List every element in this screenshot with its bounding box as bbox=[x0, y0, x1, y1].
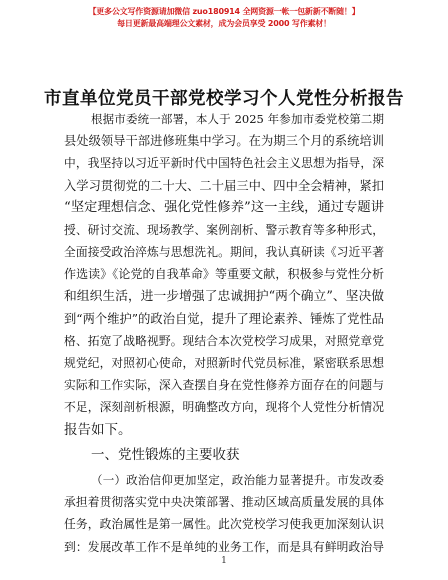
paragraph-intro bbox=[64, 108, 384, 441]
body-line: 中，我坚持以习近平新时代中国特色社会主义思想为指导，深 bbox=[64, 156, 384, 171]
body-line: 任务，政治属性是第一属性。此次党校学习使我更加深刻认识 bbox=[64, 517, 384, 532]
body-line: 根据市委统一部署，本人于 2025 年参加市委党校第二期 bbox=[91, 112, 384, 126]
body-line: 到“两个维护”的政治自觉，提升了理论素养、锤炼了党性品 bbox=[64, 311, 384, 326]
page-number: 1 bbox=[221, 556, 227, 566]
body-line: 授、研讨交流、现场教学、案例剖析、警示教育等多种形式， bbox=[64, 222, 384, 237]
promo-banner-line-1: 【更多公文写作资源请加微信 zuo180914 全网资源一帐一包新新不断随！】 bbox=[88, 7, 360, 16]
body-line: 报告如下。 bbox=[64, 421, 132, 438]
body-line: “坚定理想信念、强化党性修养”这一主线，通过专题讲 bbox=[64, 199, 384, 215]
section-heading: 一、党性锻炼的主要收获 bbox=[91, 446, 240, 463]
body-line: 规党纪，对照初心使命，对照新时代党员标准，紧密联系思想 bbox=[64, 356, 384, 371]
body-line: 实际和工作实际，深入查摆自身在党性修养方面存在的问题与 bbox=[64, 378, 384, 393]
body-line: 承担着贯彻落实党中央决策部署、推动区域高质量发展的具体 bbox=[64, 495, 384, 510]
paragraph-gains bbox=[64, 469, 384, 558]
document-body bbox=[64, 108, 384, 558]
body-line: 和组织生活，进一步增强了忠诚拥护“两个确立”、坚决做 bbox=[64, 288, 384, 304]
body-line: 县处级领导干部进修班集中学习。在为期三个月的系统培训 bbox=[64, 134, 384, 149]
body-line: （一）政治信仰更加坚定，政治能力显著提升。市发改委 bbox=[91, 473, 384, 487]
body-line: 到：发展改革工作不是单纯的业务工作，而是具有鲜明政治导 bbox=[64, 539, 384, 554]
document-title: 市直单位党员干部党校学习个人党性分析报告 bbox=[44, 89, 404, 109]
promo-banner-line-2: 每日更新最高端理公文素材，成为会员享受 2000 写作素材！ bbox=[117, 19, 331, 28]
body-line: 全面接受政治淬炼与思想洗礼。期间，我认真研读《习近平著 bbox=[64, 245, 384, 260]
body-line: 作选读》《论党的自我革命》等重要文献，积极参与党性分析 bbox=[64, 267, 384, 282]
body-line: 格、拓宽了战略视野。现结合本次党校学习成果，对照党章党 bbox=[64, 333, 384, 348]
body-line: 不足，深刻剖析根源，明确整改方向，现将个人党性分析情况 bbox=[64, 400, 384, 415]
body-line: 入学习贯彻党的二十大、二十届三中、四中全会精神，紧扣 bbox=[64, 178, 384, 193]
